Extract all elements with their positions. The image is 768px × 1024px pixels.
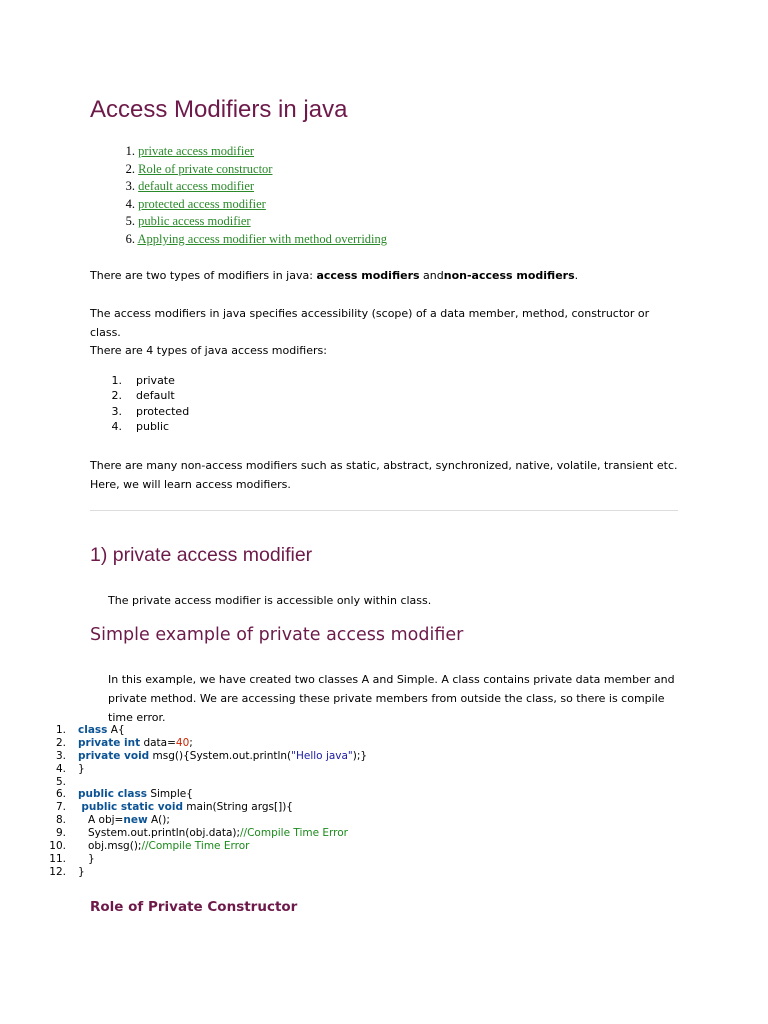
list-item: 1. private xyxy=(111,374,175,387)
toc-item: 4. protected access modifier xyxy=(125,196,266,211)
toc-item: 3. default access modifier xyxy=(125,179,255,194)
table-of-contents xyxy=(90,143,387,249)
code-line: 1. class A{ xyxy=(55,724,125,736)
section-divider xyxy=(90,510,678,511)
code-line: 9. System.out.println(obj.data);//Compile Time Error xyxy=(55,827,348,840)
intro-paragraph: There are two types of modifiers in java: access modifiers andnon-access modifiers. xyxy=(90,269,579,282)
modifier-list xyxy=(90,373,189,434)
non-access-paragraph: There are many non-access modifiers such as static, abstract, synchronized, native, volatile, transient etc. Here, we will learn access modifiers. xyxy=(90,459,678,491)
example-description: In this example, we have created two classes A and Simple. A class contains private data member and private method. We are accessing these private members from outside the class, so there is compile time error. xyxy=(108,673,675,724)
scope-paragraph: The access modifiers in java specifies accessibility (scope) of a data member, method, constructor or class. xyxy=(90,307,650,339)
toc-item: 5. public access modifier xyxy=(125,214,251,229)
toc-item: 1. private access modifier xyxy=(125,144,255,158)
code-line: 11. } xyxy=(49,852,95,865)
list-item: 3. protected xyxy=(111,404,190,418)
code-line: 6. public class Simple{ xyxy=(55,788,193,801)
toc-link-default[interactable]: default access modifier xyxy=(138,179,255,194)
list-item: 4. public xyxy=(111,419,170,433)
types-paragraph: There are 4 types of java access modifiers: xyxy=(90,344,327,357)
code-block xyxy=(0,724,367,879)
toc-item: 2. Role of private constructor xyxy=(125,161,273,176)
toc-link-private[interactable]: private access modifier xyxy=(138,144,255,158)
code-line: 12. } xyxy=(49,865,85,878)
toc-link-public[interactable]: public access modifier xyxy=(138,214,251,229)
toc-item: 6. Applying access modifier with method overriding xyxy=(125,231,388,246)
role-heading: Role of Private Constructor xyxy=(90,899,298,915)
list-item: 2. default xyxy=(111,389,175,403)
section-heading-private: 1) private access modifier xyxy=(90,544,313,566)
example-heading: Simple example of private access modifier xyxy=(90,625,464,645)
code-line: 10. obj.msg();//Compile Time Error xyxy=(49,840,250,853)
code-line: 2. private int data=40; xyxy=(55,736,193,749)
page-title: Access Modifiers in java xyxy=(90,96,348,123)
code-line: 4. } xyxy=(55,762,85,775)
code-line: 5. xyxy=(55,775,66,788)
private-description: The private access modifier is accessible only within class. xyxy=(108,594,432,607)
code-line: 3. private void msg(){System.out.println("Hello java");} xyxy=(55,749,368,762)
toc-link-overriding[interactable]: Applying access modifier with method overriding xyxy=(137,231,388,246)
toc-link-protected[interactable]: protected access modifier xyxy=(138,196,266,211)
toc-link-private-constructor[interactable]: Role of private constructor xyxy=(138,161,273,176)
code-line: 7. public static void main(String args[]){ xyxy=(55,801,293,814)
code-line: 8. A obj=new A(); xyxy=(55,814,170,827)
